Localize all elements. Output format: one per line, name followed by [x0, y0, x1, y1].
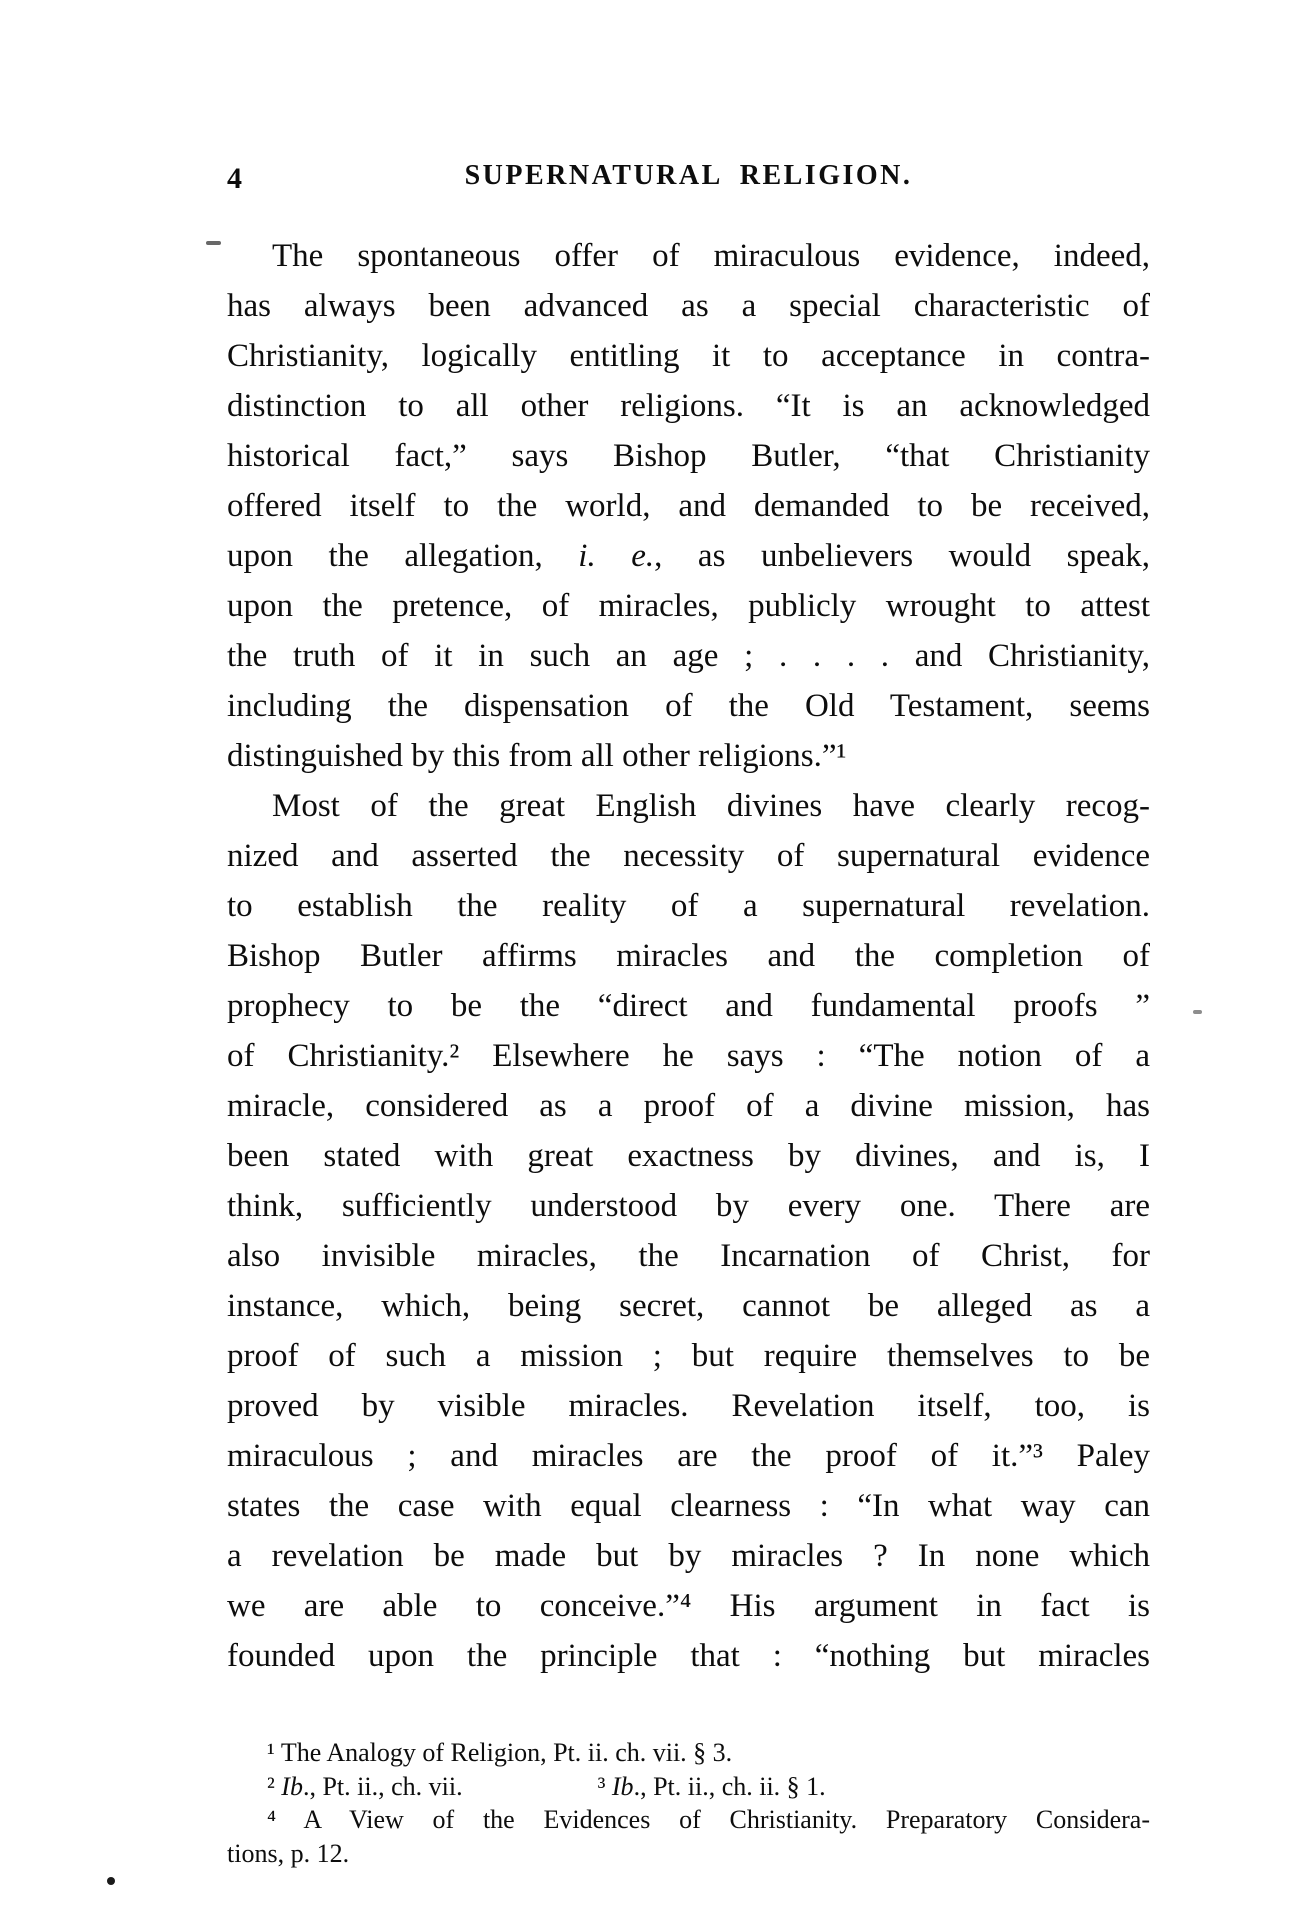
- text-run: Most of the great English divines have clearly recog-: [272, 788, 1150, 824]
- text-line: [227, 831, 1150, 881]
- text-line: [227, 981, 1150, 1031]
- text-line: [227, 231, 1150, 281]
- page-number: 4: [227, 162, 243, 195]
- text-run: upon the pretence, of miracles, publicly wrought to attest: [227, 588, 1150, 624]
- text-line: [227, 431, 1150, 481]
- text-run: upon the allegation,: [227, 538, 579, 574]
- text-line: [227, 1631, 1150, 1681]
- text-run: including the dispensation of the Old Testament, seems: [227, 688, 1150, 724]
- text-run: prophecy to be the “direct and fundamental proofs ”: [227, 988, 1150, 1024]
- column-gap: [463, 1794, 598, 1795]
- running-title: SUPERNATURAL RELIGION.: [464, 160, 913, 191]
- text-run: Christianity, logically entitling it to acceptance in contra-: [227, 338, 1150, 374]
- text-run: proved by visible miracles. Revelation itself, too, is: [227, 1388, 1150, 1424]
- text-line: [227, 881, 1150, 931]
- text-run: , as unbelievers would speak,: [654, 538, 1150, 574]
- text-run: founded upon the principle that : “nothing but miracles: [227, 1638, 1150, 1674]
- text-run: ¹ The Analogy of Religion, Pt. ii. ch. vii. § 3.: [267, 1738, 733, 1767]
- text-run: distinguished by this from all other religions.”¹: [227, 738, 847, 774]
- text-line: [227, 581, 1150, 631]
- text-line: [227, 1381, 1150, 1431]
- text-line: [227, 631, 1150, 681]
- text-line: [227, 331, 1150, 381]
- italic-text-run: i. e.: [578, 538, 655, 574]
- text-run: of Christianity.² Elsewhere he says : “The notion of a: [227, 1038, 1150, 1074]
- text-line: [227, 731, 1150, 781]
- italic-text-run: Ib: [611, 1771, 634, 1801]
- text-line: [227, 1431, 1150, 1481]
- text-line: [227, 531, 1150, 581]
- text-line: [227, 1281, 1150, 1331]
- text-line: [227, 1581, 1150, 1631]
- text-line: [227, 1181, 1150, 1231]
- text-run: tions, p. 12.: [227, 1838, 350, 1868]
- text-run: nized and asserted the necessity of supernatural evidence: [227, 838, 1150, 874]
- text-line: [227, 781, 1150, 831]
- text-run: ., Pt. ii., ch. vii.: [302, 1771, 463, 1801]
- text-line: [227, 1031, 1150, 1081]
- text-run: also invisible miracles, the Incarnation of Christ, for: [227, 1238, 1150, 1274]
- text-run: historical fact,” says Bishop Butler, “that Christianity: [227, 438, 1150, 474]
- text-run: The spontaneous offer of miraculous evidence, indeed,: [272, 238, 1150, 274]
- text-line: [227, 1736, 1150, 1770]
- text-run: a revelation be made but by miracles ? In none which: [227, 1538, 1150, 1574]
- ink-speck: [1193, 1010, 1202, 1014]
- text-run: instance, which, being secret, cannot be alleged as a: [227, 1288, 1150, 1324]
- italic-text-run: Ib: [281, 1771, 303, 1801]
- text-run: miraculous ; and miracles are the proof of it.”³ Paley: [227, 1438, 1150, 1474]
- text-run: to establish the reality of a supernatural revelation.: [227, 888, 1150, 924]
- text-run: we are able to conceive.”⁴ His argument in fact is: [227, 1588, 1150, 1624]
- text-line: [227, 1481, 1150, 1531]
- text-line: [227, 931, 1150, 981]
- text-run: states the case with equal clearness : “In what way can: [227, 1488, 1150, 1524]
- text-run: has always been advanced as a special characteristic of: [227, 288, 1150, 324]
- text-run: think, sufficiently understood by every one. There are: [227, 1188, 1150, 1224]
- body-text: [227, 231, 1150, 1681]
- text-run: ²: [267, 1771, 282, 1801]
- text-run: Bishop Butler affirms miracles and the completion of: [227, 938, 1150, 974]
- text-run: proof of such a mission ; but require themselves to be: [227, 1338, 1150, 1374]
- text-run: ., Pt. ii., ch. ii. § 1.: [633, 1771, 826, 1801]
- text-run: the truth of it in such an age ; . . . . and Christianity,: [227, 638, 1150, 674]
- text-line: [227, 1131, 1150, 1181]
- ink-speck: [107, 1877, 115, 1885]
- text-line: [227, 1331, 1150, 1381]
- text-line: [227, 681, 1150, 731]
- text-run: been stated with great exactness by divines, and is, I: [227, 1138, 1150, 1174]
- text-line: [227, 481, 1150, 531]
- text-run: miracle, considered as a proof of a divine mission, has: [227, 1088, 1150, 1124]
- text-line: [227, 1837, 1150, 1871]
- text-run: distinction to all other religions. “It is an acknowledged: [227, 388, 1150, 424]
- text-line: [227, 281, 1150, 331]
- page-header: [227, 160, 1150, 196]
- text-run: ³: [597, 1771, 612, 1801]
- ink-speck: [206, 241, 221, 245]
- footnotes: [227, 1736, 1150, 1870]
- text-line: [227, 1081, 1150, 1131]
- text-line: [227, 381, 1150, 431]
- text-line: [227, 1770, 1150, 1804]
- text-line: [227, 1803, 1150, 1837]
- text-line: [227, 1231, 1150, 1281]
- text-run: offered itself to the world, and demanded to be received,: [227, 488, 1150, 524]
- text-run: ⁴ A View of the Evidences of Christianity. Preparatory Considera-: [267, 1805, 1150, 1834]
- text-line: [227, 1531, 1150, 1581]
